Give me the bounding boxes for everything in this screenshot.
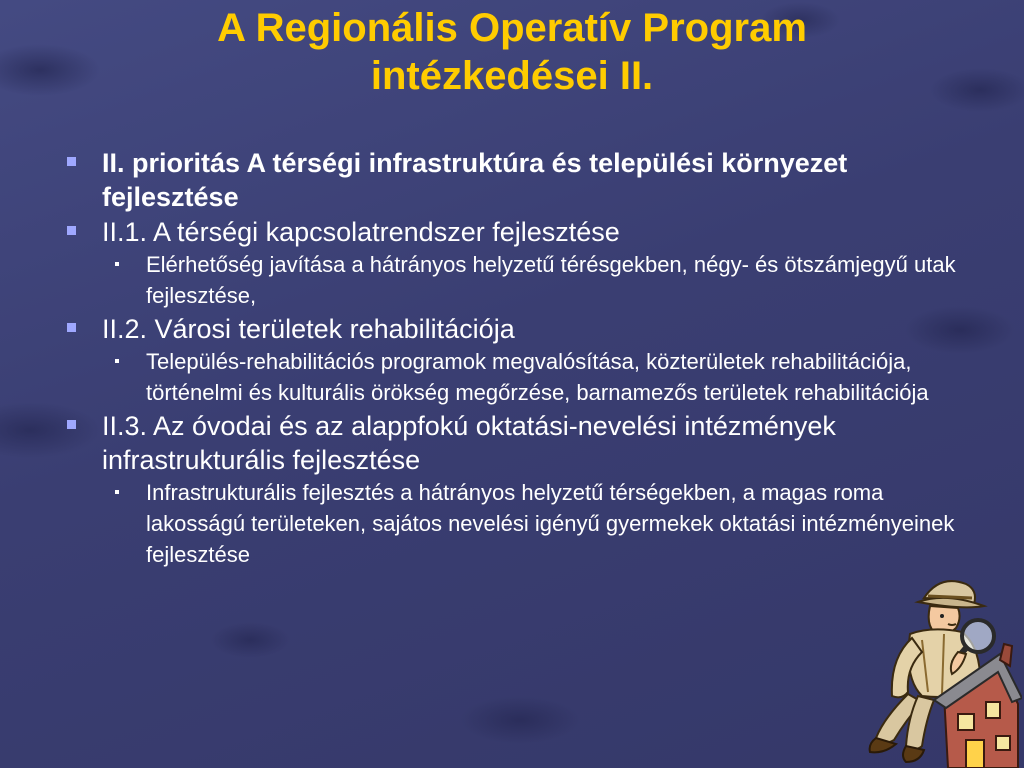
bullet-text: II.2. Városi területek rehabilitációja — [102, 314, 515, 344]
sub-bullet-text: Település-rehabilitációs programok megvalósítása, közterületek rehabilitációja, történelmi és kulturális örökség megőrzése, barnamezős területek rehabilitációja — [146, 349, 929, 405]
bullet-item-2-2 — [60, 312, 980, 346]
square-bullet-icon — [67, 323, 76, 332]
slide-title — [0, 4, 1024, 100]
sub-bullet-item-2-3 — [60, 477, 980, 570]
sub-bullet-item-2-2 — [60, 346, 980, 408]
small-square-bullet-icon — [115, 262, 119, 266]
square-bullet-icon — [67, 420, 76, 429]
bullet-item-2-3 — [60, 409, 980, 477]
sub-bullet-item-2-1 — [60, 249, 980, 311]
bullet-text: II. prioritás A térségi infrastruktúra és települési környezet fejlesztése — [102, 148, 848, 212]
bullet-item-2-1 — [60, 215, 980, 249]
small-square-bullet-icon — [115, 359, 119, 363]
sub-bullet-text: Elérhetőség javítása a hátrányos helyzetű térésgekben, négy- és ötszámjegyű utak fejlesztése, — [146, 252, 956, 308]
square-bullet-icon — [67, 226, 76, 235]
square-bullet-icon — [67, 157, 76, 166]
bullet-text: II.3. Az óvodai és az alappfokú oktatási-nevelési intézmények infrastrukturális fejlesztése — [102, 411, 836, 475]
slide-title-line-2: intézkedései II. — [370, 54, 654, 98]
sub-bullet-text: Infrastrukturális fejlesztés a hátrányos helyzetű térségekben, a magas roma lakosságú területeken, sajátos nevelési igényű gyermekek oktatási intézményeinek fejlesztése — [146, 480, 955, 567]
bullet-item-priority-2 — [60, 146, 980, 214]
small-square-bullet-icon — [115, 490, 119, 494]
bullet-text: II.1. A térségi kapcsolatrendszer fejlesztése — [102, 217, 620, 247]
detective-inspecting-house-icon — [862, 568, 1022, 768]
bullet-list — [60, 146, 980, 570]
slide-title-line-1: A Regionális Operatív Program — [217, 6, 807, 50]
